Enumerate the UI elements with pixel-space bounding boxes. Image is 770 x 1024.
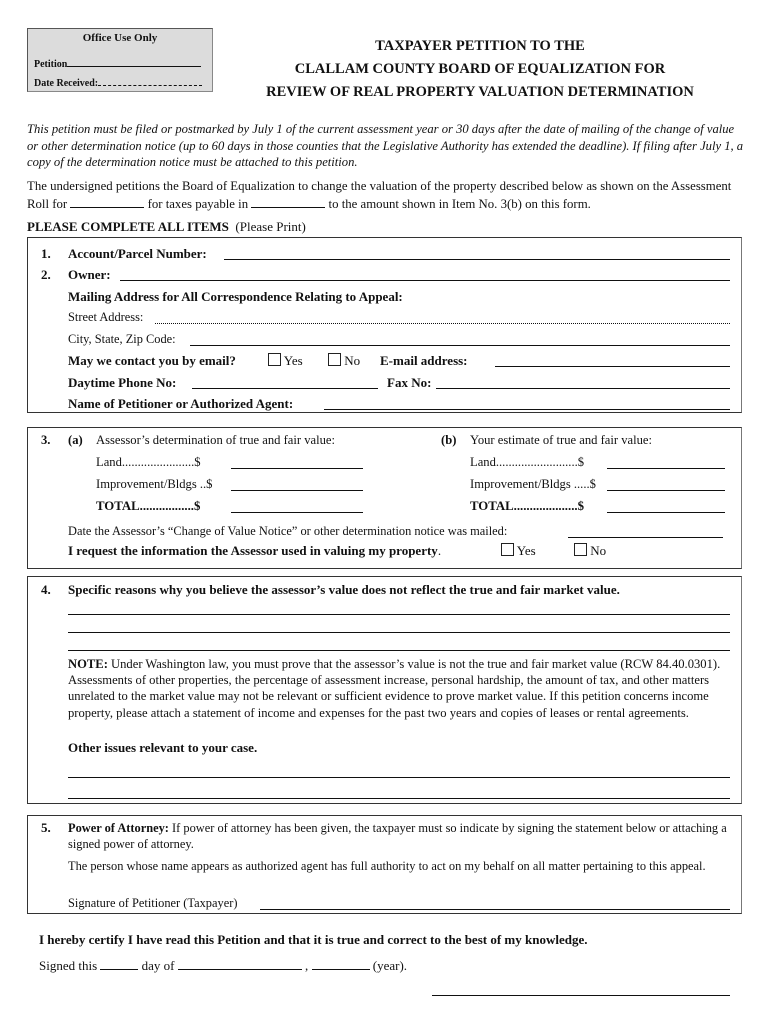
- part-a-label: (a): [68, 433, 83, 447]
- reason-line-2[interactable]: [68, 631, 730, 633]
- power-of-attorney-heading: Power of Attorney:: [68, 821, 169, 835]
- item-number-1: 1.: [41, 246, 51, 261]
- email-yes-label: Yes: [283, 353, 303, 368]
- complete-heading-bold: PLEASE COMPLETE ALL ITEMS: [27, 219, 229, 234]
- assessor-land-label: Land.......................$: [96, 455, 201, 469]
- complete-heading-note: (Please Print): [235, 219, 306, 234]
- power-of-attorney-section: [27, 815, 742, 914]
- petition-statement: [27, 178, 747, 212]
- filing-deadline-notice: This petition must be filed or postmarked by July 1 of the current assessment year or 30 days after the date of mailing of the change of value or other determination notice (up to 60 days in those counties that the Legislative Authority has extended the deadline). If filing after July 1, a copy of the determination notice must be attached to this petition.: [27, 122, 744, 169]
- reason-line-3[interactable]: [68, 649, 730, 651]
- request-info-yes-checkbox[interactable]: [501, 543, 514, 556]
- city-state-zip-field[interactable]: [190, 332, 730, 346]
- date-received-field[interactable]: [98, 75, 202, 86]
- reasons-heading: Specific reasons why you believe the assessor’s value does not reflect the true and fair market value: [68, 582, 617, 597]
- fax-label: Fax No:: [387, 375, 432, 390]
- email-address-label: E-mail address:: [380, 353, 468, 368]
- request-yes-label: Yes: [516, 543, 536, 558]
- estimate-land-label: Land..........................$: [470, 455, 585, 469]
- petition-statement-part2: for taxes payable in: [147, 196, 249, 211]
- petitioner-agent-label: Name of Petitioner or Authorized Agent:: [68, 396, 294, 411]
- date-received-label: Date Received:: [34, 78, 99, 89]
- estimate-improvement-label: Improvement/Bldgs .....$: [470, 477, 596, 491]
- signed-date-row: [39, 957, 407, 974]
- legal-note: [68, 656, 733, 721]
- request-info-label: I request the information the Assessor used in valuing my property: [68, 543, 438, 558]
- reasons-section: [27, 576, 742, 804]
- item-number-2: 2.: [41, 267, 51, 282]
- request-info-period: .: [437, 543, 442, 558]
- petition-number-field[interactable]: [67, 56, 201, 67]
- office-use-box: [27, 28, 213, 92]
- petitioner-signature-field[interactable]: [260, 896, 730, 910]
- petitioner-agent-field[interactable]: [324, 396, 730, 410]
- valuation-section: [27, 427, 742, 569]
- other-issues-line-1[interactable]: [68, 776, 730, 778]
- city-state-zip-label: City, State, Zip Code:: [68, 332, 176, 346]
- other-issues-line-2[interactable]: [68, 797, 730, 799]
- assessor-land-field[interactable]: [231, 455, 363, 469]
- request-info-no-checkbox[interactable]: [574, 543, 587, 556]
- part-b-label: (b): [441, 433, 457, 447]
- email-contact-no-checkbox[interactable]: [328, 353, 341, 366]
- certification-statement: I hereby certify I have read this Petition and that it is true and correct to the best of my knowledge.: [39, 932, 588, 947]
- account-parcel-label: Account/Parcel Number:: [68, 246, 207, 261]
- petitioner-signature-label: Signature of Petitioner (Taxpayer): [68, 896, 238, 910]
- street-address-label: Street Address:: [68, 310, 144, 324]
- daytime-phone-field[interactable]: [192, 375, 378, 389]
- signed-month-field[interactable]: [178, 957, 302, 970]
- street-address-field[interactable]: [155, 310, 730, 324]
- note-label: NOTE:: [68, 657, 108, 671]
- certification-signature-line[interactable]: [432, 994, 730, 996]
- other-issues-label: Other issues relevant to your case.: [68, 740, 258, 755]
- item-number-5: 5.: [41, 820, 51, 835]
- request-no-label: No: [590, 543, 607, 558]
- item-number-4: 4.: [41, 582, 51, 597]
- owner-label: Owner:: [68, 267, 111, 282]
- fax-field[interactable]: [436, 375, 730, 389]
- owner-field[interactable]: [120, 267, 730, 281]
- assessor-improvement-field[interactable]: [231, 477, 363, 491]
- assessor-value-heading: Assessor’s determination of true and fair value:: [96, 433, 335, 447]
- year-label: (year).: [372, 958, 408, 973]
- power-of-attorney-description: If power of attorney has been given, the taxpayer must so indicate by signing the statement below or attaching a signed power of attorney.: [68, 821, 727, 852]
- title-line-3: REVIEW OF REAL PROPERTY VALUATION DETERMINATION: [266, 84, 694, 100]
- notice-mailed-date-label: Date the Assessor’s “Change of Value Notice” or other determination notice was mailed:: [68, 524, 508, 538]
- signed-year-field[interactable]: [312, 957, 370, 970]
- email-contact-question: May we contact you by email?: [68, 353, 236, 368]
- notice-mailed-date-field[interactable]: [568, 524, 723, 538]
- assessor-total-label: TOTAL.................$: [96, 499, 201, 513]
- comma-separator: ,: [305, 958, 309, 973]
- email-address-field[interactable]: [495, 353, 730, 367]
- petition-statement-part3: to the amount shown in Item No. 3(b) on this form.: [328, 196, 591, 211]
- page-title: [230, 35, 730, 104]
- assessment-year-field[interactable]: [70, 195, 144, 208]
- title-line-2: CLALLAM COUNTY BOARD OF EQUALIZATION FOR: [294, 61, 666, 77]
- title-line-1: TAXPAYER PETITION TO THE: [375, 38, 585, 54]
- power-of-attorney-text: [68, 820, 733, 852]
- item-number-3: 3.: [41, 433, 51, 447]
- email-contact-yes-checkbox[interactable]: [268, 353, 281, 366]
- petition-statement-part1: The undersigned petitions the Board of Equalization to change the valuation of the property described below as shown on the Assessment Roll for: [27, 179, 732, 211]
- complete-all-items-heading: [27, 219, 306, 235]
- assessor-improvement-label: Improvement/Bldgs ..$: [96, 477, 213, 491]
- reasons-heading-period: .: [616, 582, 620, 597]
- assessor-total-field[interactable]: [231, 499, 363, 513]
- signed-this-label: Signed this: [39, 958, 98, 973]
- mailing-address-heading: Mailing Address for All Correspondence Relating to Appeal:: [68, 289, 403, 304]
- reason-line-1[interactable]: [68, 613, 730, 615]
- petition-label: Petition: [34, 59, 68, 70]
- account-parcel-field[interactable]: [224, 246, 730, 260]
- estimate-total-field[interactable]: [607, 499, 725, 513]
- owner-info-section: [27, 237, 742, 413]
- estimate-land-field[interactable]: [607, 455, 725, 469]
- estimate-improvement-field[interactable]: [607, 477, 725, 491]
- day-of-label: day of: [141, 958, 175, 973]
- signed-day-field[interactable]: [100, 957, 138, 970]
- payable-year-field[interactable]: [251, 195, 325, 208]
- estimate-total-label: TOTAL....................$: [470, 499, 585, 513]
- your-estimate-heading: Your estimate of true and fair value:: [470, 433, 652, 447]
- email-no-label: No: [344, 353, 361, 368]
- office-use-title: Office Use Only: [82, 32, 158, 44]
- daytime-phone-label: Daytime Phone No:: [68, 375, 177, 390]
- authorized-agent-statement: The person whose name appears as authorized agent has full authority to act on my behalf on all matter pertaining to this appeal.: [68, 859, 706, 873]
- note-text: Under Washington law, you must prove that the assessor’s value is not the true and fair market value (RCW 84.40.0301). Assessments of other properties, the percentage of assessment increase, personal hardship, the amount of tax, and other matters unrelated to the market value may not be relevant or sufficient evidence to prove market value. If this petition concerns income property, please attach a statement of income and expenses for the past two years and copies of leases or rental agreements.: [68, 657, 721, 720]
